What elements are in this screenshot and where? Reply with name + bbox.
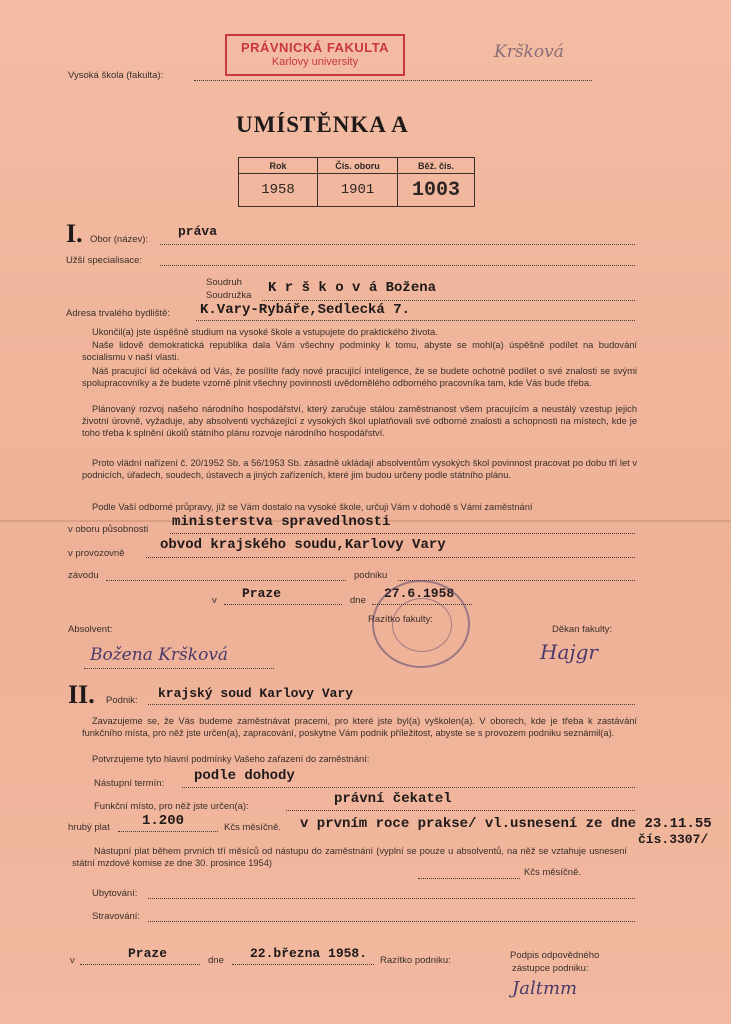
dekan-label: Děkan fakulty: [552,624,613,635]
stravovani-label: Stravování: [92,911,141,922]
misto-value: právní čekatel [334,791,452,807]
placement-obor-line [170,533,635,534]
razitko-fakulty-label: Razítko fakulty: [368,614,433,625]
provoz-value: obvod krajského soudu,Karlovy Vary [160,537,446,553]
kcs-label: Kčs měsíčně. [224,822,282,833]
dekan-signature: Hajgr [540,640,598,664]
paragraph-3: Náš pracující lid očekává od Vás, že posílíte řady nové pracující inteligence, že se budete ochotně podílet o své znalosti se svými spolupracovníky a že budete vzorně plnit všechny povinnosti uvědomělého odborného pracovníka tam, kde Vás bude třeba. [82,366,637,388]
header-rok: Rok [239,158,318,174]
provoz-label: v provozovně [68,548,125,559]
paragraph-2: Naše lidově demokratická republika dala Vám všechny podmínky k tomu, abyste se mohl(a) úspěšně podílet na budování socialismu v naší vlasti. [82,340,637,362]
address-label: Adresa trvalého bydliště: [66,308,171,319]
plat-value: 1.200 [142,813,185,829]
place2-line [80,964,200,965]
date2-value: 22.března 1958. [250,946,368,961]
podpis-label-line1: Podpis odpovědného [510,950,600,961]
faculty-stamp [225,34,405,76]
placement-obor-value: ministerstva spravedlnosti [172,514,391,530]
stravovani-line [148,921,635,922]
place-value: Praze [242,586,282,601]
place-v-label: v [212,595,217,606]
ubytovani-label: Ubytování: [92,888,138,899]
section2-para1: Zavazujeme se, že Vás budeme zaměstnávat pracemi, pro které jste byl(a) vyškolen(a). V oborech, kde je třeba k zastávání funkčního místa, pro něž jste určen(a), zapracování, poskytne Vám podnik příležitost, abyste se s provozem podniku seznámil(a). [82,716,637,738]
obor-line [160,244,635,245]
paragraph-4: Plánovaný rozvoj našeho národního hospodářství, který zaručuje stálou zaměstnanost všem pracujícím a neustálý vzestup jejich životní úrovně, vyžaduje, aby absolventi vycházející z vysokých škol uplatňovali své odborné znalosti a schopnosti na místech, kde je toho třeba k splnění úkolů státního plánu rozvoje národního hospodářství. [82,404,637,438]
handwritten-name: Kršková [494,42,564,62]
obor-value: práva [178,224,218,239]
nastup-value: podle dohody [194,768,295,784]
podnik2-line [148,704,635,705]
document-title: UMÍSTĚNKA A [236,112,409,137]
date2-line [232,964,374,965]
paragraph-1: Ukončil(a) jste úspěšně studium na vysoké škole a vstupujete do praktického života. [92,327,438,337]
address-line [196,320,635,321]
registry-table [238,157,475,207]
spec-label: Užší specialisace: [66,255,143,266]
place2-v-label: v [70,955,75,966]
paragraph-6: Podle Vaší odborné průpravy, jíž se Vám dostalo na vysoké škole, určuji Vám v dohodě s Vámi zaměstnání [92,502,533,512]
value-rok: 1958 [239,174,318,207]
header-obor: Čís. oboru [318,158,398,174]
nastup-plat-text: Nástupní plat během prvních tří měsíců od nástupu do zaměstnání (vyplní se pouze u absolventů, na něž se vztahuje usnesení státní mzdové komise ze dne 30. prosince 1954) [72,846,627,868]
obor-label: Obor (název): [90,234,149,245]
address-value: K.Vary-Rybáře,Sedlecká 7. [200,302,411,318]
section2-para2: Potvrzujeme tyto hlavní podmínky Vašeho zařazení do zaměstnání: [92,754,370,764]
place2-value: Praze [128,946,168,961]
section-two-numeral: II. [68,680,95,709]
plat-line [118,831,218,832]
podnik-label: podniku [354,570,388,581]
plat-note2: čís.3307/ [638,832,709,847]
spec-line [160,265,635,266]
date2-label: dne [208,955,224,966]
date-value: 27.6.1958 [384,586,455,601]
date-label: dne [350,595,366,606]
nastup-plat-line [418,878,520,879]
podpis-label-line2: zástupce podniku: [512,963,589,974]
plat-note: v prvním roce prakse/ vl.usnesení ze dne 23.11.55 [300,816,712,832]
placement-obor-label: v oboru působnosti [68,524,149,535]
value-cislo: 1003 [398,174,475,207]
value-obor: 1901 [318,174,398,207]
podnik2-value: krajský soud Karlovy Vary [158,686,354,701]
ubytovani-line [148,898,635,899]
absolvent-signature: Božena Kršková [90,645,229,665]
school-line [194,80,592,81]
header-cislo: Běž. čís. [398,158,475,174]
podpis-signature: Jaltmm [512,978,578,999]
zavod-label: závodu [68,570,99,581]
place-line [224,604,342,605]
nastup-line [182,787,635,788]
soudruzka-label: Soudružka [206,290,252,301]
zavod-line [106,580,346,581]
name-value: K r š k o v á Božena [268,280,437,296]
kcs2-label: Kčs měsíčně. [524,867,582,878]
section-one-numeral: I. [66,219,83,248]
name-line [262,300,635,301]
misto-label: Funkční místo, pro něž jste určen(a): [94,801,249,812]
provoz-line [146,557,635,558]
paragraph-5: Proto vládní nařízení č. 20/1952 Sb. a 56/1953 Sb. zásadně ukládají absolventům vysokých škol povinnost pracovat po dobu tří let v podnicích, úřadech, soudech, ústavech a jiných zařízeních, které jim budou určeny podle státního plánu. [82,458,637,480]
soudruh-label: Soudruh [206,277,242,288]
absolvent-label: Absolvent: [68,624,113,635]
podnik2-label: Podnik: [106,695,138,706]
plat-label: hrubý plat [68,822,110,833]
nastup-label: Nástupní termín: [94,778,165,789]
stamp-line2: Karlovy university [271,56,359,68]
absolvent-line [84,668,274,669]
razitko-podniku-label: Razítko podniku: [380,955,451,966]
misto-line [286,810,635,811]
stamp-line1: PRÁVNICKÁ FAKULTA [240,40,390,55]
school-label: Vysoká škola (fakulta): [68,70,164,81]
